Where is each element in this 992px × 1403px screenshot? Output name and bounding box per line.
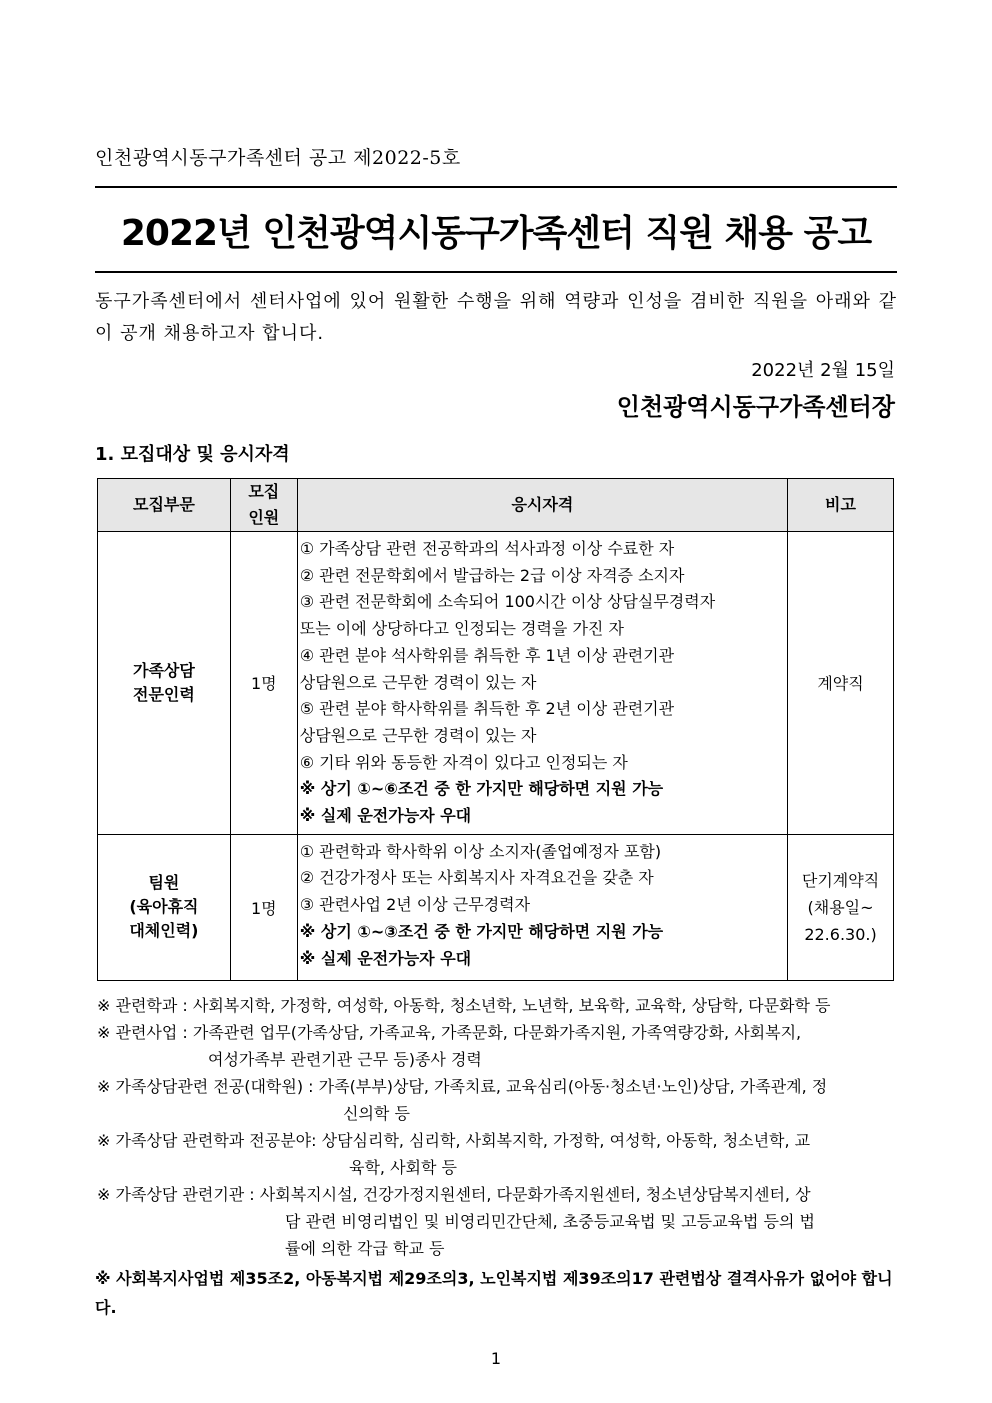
remarks-line: (채용일~ [807,897,874,917]
note-lead: ※ 관련학과 : [97,996,193,1015]
page-title: 2022년 인천광역시동구가족센터 직원 채용 공고 [120,213,872,254]
department-cell [98,834,231,980]
qualification-emphasis: ※ 상기 ①~③조건 중 한 가지만 해당하면 지원 가능 [299,921,664,941]
header-remarks: 비고 [788,479,894,532]
department-line: 전문인력 [133,684,195,704]
note-text: 상담심리학, 심리학, 사회복지학, 가정학, 여성학, 아동학, 청소년학, 교 [321,1131,811,1150]
qualification-line: ② 관련 전문학회에서 발급하는 2급 이상 자격증 소지자 [299,565,685,585]
qualification-emphasis: ※ 실제 운전가능자 우대 [299,806,472,826]
header-department: 모집부문 [98,479,231,532]
issuer-name: 인천광역시동구가족센터장 [616,393,895,421]
qualification-line: ⑥ 기타 위와 동등한 자격이 있다고 인정되는 자 [299,752,628,772]
header-headcount-line2: 인원 [248,508,280,527]
note-continuation: 여성가족부 관련기관 근무 등)종사 경력 [208,1050,482,1069]
qualification-line: 또는 이에 상당하다고 인정되는 경력을 가진 자 [299,619,624,639]
qualification-line: ① 관련학과 학사학위 이상 소지자(졸업예정자 포함) [299,841,662,861]
qualification-line: ① 가족상담 관련 전공학과의 석사과정 이상 수료한 자 [299,539,675,558]
note-lead: ※ 가족상담 관련기관 : [97,1185,260,1204]
table-row [98,834,894,980]
table-row [98,532,894,835]
notice-date: 2022년 2월 15일 [751,360,895,381]
note-lead: ※ 가족상담 관련학과 전공분야: [97,1131,322,1150]
note-text: 사회복지학, 가정학, 여성학, 아동학, 청소년학, 노년학, 보육학, 교육학, 상담학, 다문화학 등 [192,996,831,1015]
note-continuation: 률에 의한 각급 학교 등 [285,1239,445,1258]
notes-block [97,992,894,1262]
note-related-work [97,1019,894,1073]
headcount-cell: 1명 [230,532,297,835]
note-text: 가족관련 업무(가족상담, 가족교육, 가족문화, 다문화가족지원, 가족역량강화, 사회복지, [192,1023,802,1042]
note-continuation: 담 관련 비영리법인 및 비영리민간단체, 초중등교육법 및 고등교육법 등의 법 [285,1212,815,1231]
intro-paragraph: 동구가족센터에서 센터사업에 있어 원활한 수행을 위해 역량과 인성을 겸비한 직원을 아래와 같이 공개 채용하고자 합니다. [95,291,897,344]
table-double-rule [97,980,894,981]
qualification-line: ⑤ 관련 분야 학사학위를 취득한 후 2년 이상 관련기관 [299,699,675,719]
note-continuation: 육학, 사회학 등 [349,1158,457,1177]
note-counseling-fields [97,1127,894,1181]
department-line: 가족상담 [133,660,195,680]
remarks-line: 단기계약직 [801,870,880,890]
qualification-line: ③ 관련사업 2년 이상 근무경력자 [299,895,531,915]
page-number: 1 [490,1349,502,1368]
note-related-majors [97,992,894,1019]
qualification-line: ④ 관련 분야 석사학위를 취득한 후 1년 이상 관련기관 [299,645,675,665]
recruitment-table [97,478,894,981]
qualification-line: ③ 관련 전문학회에 소속되어 100시간 이상 상담실무경력자 [299,592,716,612]
department-line: 팀원 [148,873,180,893]
header-headcount-line1: 모집 [248,482,280,501]
remarks-cell [788,834,894,980]
department-cell [98,532,231,835]
qualification-line: 상담원으로 근무한 경력이 있는 자 [299,725,537,745]
title-bottom-rule [95,271,897,273]
remarks-line: 22.6.30.) [804,924,877,944]
section-heading: 1. 모집대상 및 응시자격 [95,444,290,465]
qualification-cell [297,532,787,835]
qualification-emphasis: ※ 실제 운전가능자 우대 [299,948,472,968]
department-line: 대체인력) [129,921,199,941]
note-counseling-institutions [97,1181,894,1262]
qualification-cell [297,834,787,980]
note-text: 가족(부부)상담, 가족치료, 교육심리(아동·청소년·노인)상담, 가족관계, 정 [318,1077,828,1096]
qualification-emphasis: ※ 상기 ①~⑥조건 중 한 가지만 해당하면 지원 가능 [299,779,664,799]
header-headcount [230,479,297,532]
notice-number: 인천광역시동구가족센터 공고 제2022-5호 [95,147,461,169]
note-lead: ※ 가족상담관련 전공(대학원) : [97,1077,319,1096]
table-header-row [98,479,894,532]
header-qualification: 응시자격 [297,479,787,532]
title-top-rule [95,186,897,188]
note-counseling-major [97,1073,894,1127]
department-line: (육아휴직 [129,897,199,917]
remarks-cell: 계약직 [788,532,894,835]
qualification-line: ② 건강가정사 또는 사회복지사 자격요건을 갖춘 자 [299,868,654,888]
note-lead: ※ 관련사업 : [97,1023,193,1042]
headcount-cell: 1명 [230,834,297,980]
note-text: 사회복지시설, 건강가정지원센터, 다문화가족지원센터, 청소년상담복지센터, 상 [259,1185,811,1204]
qualification-line: 상담원으로 근무한 경력이 있는 자 [299,672,537,692]
note-continuation: 신의학 등 [343,1104,410,1123]
legal-disqualification-note: ※ 사회복지사업법 제35조2, 아동복지법 제29조의3, 노인복지법 제39조의17 관련법상 결격사유가 없어야 합니다. [95,1269,893,1317]
